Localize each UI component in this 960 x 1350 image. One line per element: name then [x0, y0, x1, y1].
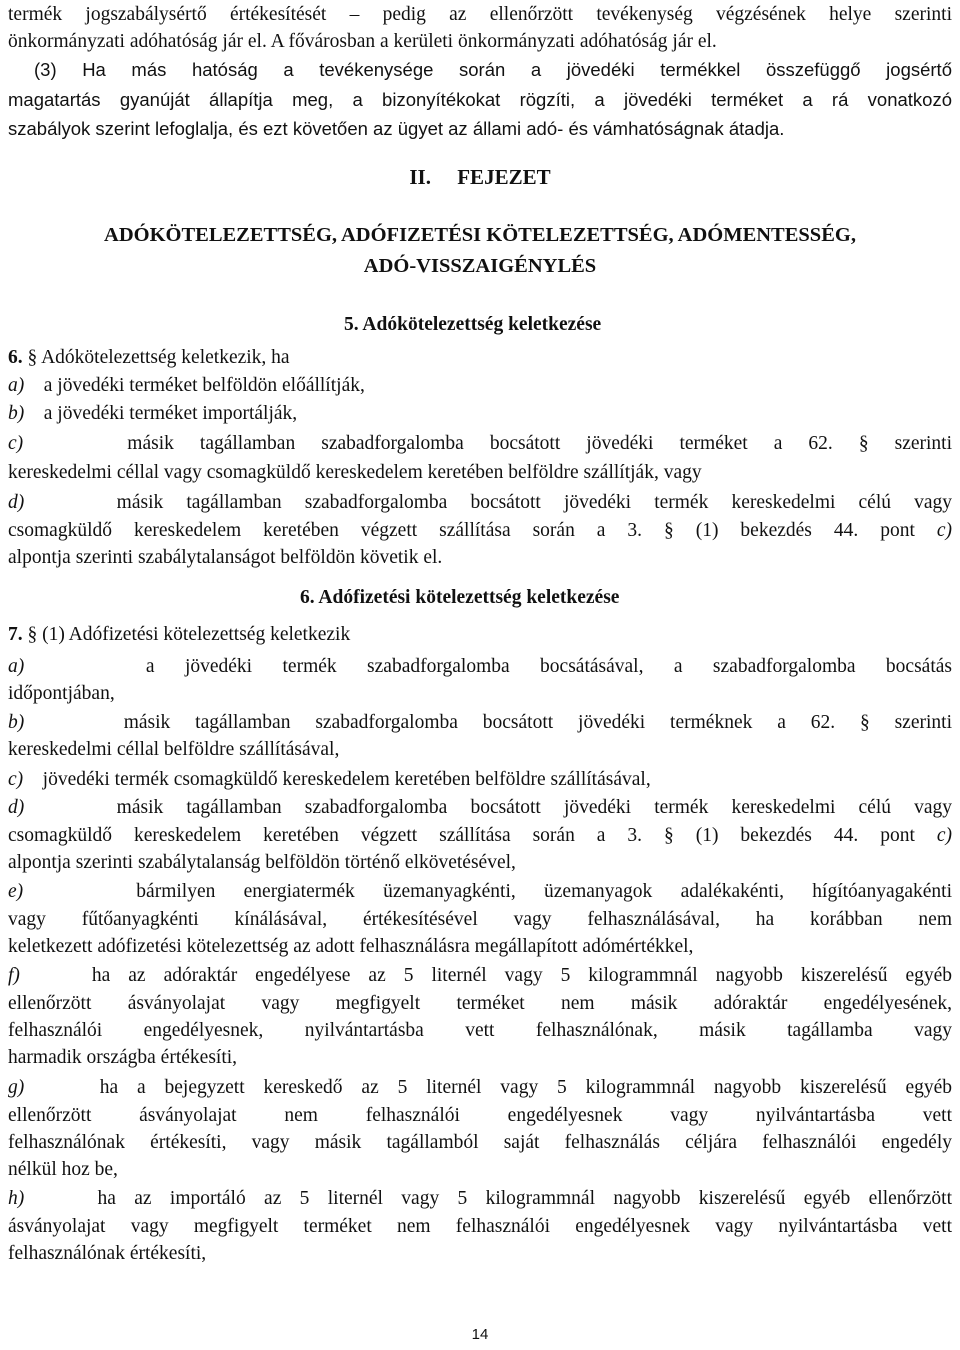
- lead-text: Adókötelezettség keletkezik, ha: [41, 347, 290, 368]
- item-text: jövedéki termék csomagküldő kereskedelem keretében belföldre szállításával,: [42, 769, 651, 790]
- item-marker: h): [8, 1188, 25, 1209]
- item-text: a jövedéki termék szabadforgalomba bocsátásával, a szabadforgalomba bocsátás: [145, 656, 952, 677]
- list-item-line: [8, 518, 952, 545]
- item-ref: c): [936, 825, 953, 846]
- page-number: 14: [471, 1326, 489, 1343]
- item-text: bármilyen energiatermék üzemanyagkénti, üzemanyagok adalékakénti, hígítóanyagakénti: [136, 881, 952, 902]
- list-item-line: felhasználónak értékesíti,: [8, 1243, 207, 1264]
- list-item-line: kereskedelmi céllal vagy csomagküldő kereskedelem keretében belföldre szállítják, vagy: [8, 462, 702, 483]
- chapter-title: ADÓ-VISSZAIGÉNYLÉS: [363, 255, 597, 277]
- list-item-line: [8, 1186, 952, 1213]
- list-item-line: ellenőrzött ásványolajat nem felhasználói engedélyesnek vagy nyilvántartásba vett: [8, 1105, 952, 1126]
- item-marker: b): [8, 712, 25, 733]
- list-item-line: [8, 431, 952, 458]
- list-item-line: [8, 879, 952, 906]
- section-heading: 5. Adókötelezettség keletkezése: [344, 314, 602, 335]
- list-item-line: [8, 1075, 952, 1102]
- lead-text: (1) Adófizetési kötelezettség keletkezik: [42, 624, 351, 645]
- item-marker: a): [8, 375, 25, 396]
- item-text: másik tagállamban szabadforgalomba bocsátott jövedéki termék kereskedelmi célú vagy: [116, 797, 952, 818]
- list-item-line: ásványolajat vagy megfigyelt terméket nem felhasználói engedélyesnek vagy nyilvántartásba vett: [8, 1216, 952, 1237]
- list-item-line: keletkezett adófizetési kötelezettség az adott felhasználásra megállapított adómértékkel,: [8, 936, 694, 957]
- item-marker: g): [8, 1077, 25, 1098]
- list-item-line: [8, 490, 952, 517]
- chapter-numeral: II.: [409, 165, 431, 189]
- list-item-line: időpontjában,: [8, 683, 115, 704]
- list-item-line: ellenőrzött ásványolajat vagy megfigyelt terméket nem másik adóraktár engedélyesének,: [8, 993, 952, 1014]
- paragraph-number: 6.: [8, 347, 23, 368]
- list-item-line: alpontja szerinti szabálytalanság belföldön történő elkövetésével,: [8, 852, 516, 873]
- item-text: csomagküldő kereskedelem keretében végzett szállítása során a 3. § (1) bekezdés 44. pont: [8, 520, 915, 541]
- item-text: másik tagállamban szabadforgalomba bocsátott jövedéki termék kereskedelmi célú vagy: [116, 492, 952, 513]
- chapter-number: [8, 164, 952, 191]
- item-text: másik tagállamban szabadforgalomba bocsátott jövedéki terméknek a 62. § szerinti: [123, 712, 952, 733]
- paragraph-3-line: (3) Ha más hatóság a tevékenysége során a jövedéki termékkel összefüggő jogsértő: [34, 59, 952, 80]
- list-item-line: alpontja szerinti szabálytalanságot belföldön követik el.: [8, 547, 443, 568]
- list-item-line: kereskedelmi céllal belföldre szállításával,: [8, 739, 340, 760]
- paragraph-number: 7.: [8, 624, 23, 645]
- item-text: ha az importáló az 5 liternél vagy 5 kilogrammnál nagyobb kiszerelésű egyéb ellenőrzött: [97, 1188, 953, 1209]
- item-text: a jövedéki terméket belföldön előállítják,: [43, 375, 365, 396]
- item-text: ha az adóraktár engedélyese az 5 liternél vagy 5 kilogrammnál nagyobb kiszerelésű egyéb: [91, 965, 953, 986]
- item-marker: b): [8, 403, 25, 424]
- list-item-line: [8, 823, 952, 850]
- list-item-line: [8, 795, 952, 822]
- item-text: csomagküldő kereskedelem keretében végzett szállítása során a 3. § (1) bekezdés 44. pont: [8, 825, 915, 846]
- section-heading: 6. Adófizetési kötelezettség keletkezése: [300, 587, 620, 608]
- list-item: [8, 373, 952, 400]
- paragraph-7-lead: [8, 622, 952, 649]
- paragraph-3-line: magatartás gyanúját állapítja meg, a bizonyítékokat rögzíti, a jövedéki terméket a rá vonatkozó: [8, 89, 952, 110]
- list-item-line: vagy fűtőanyagkénti kínálásával, értékesítésével vagy felhasználásával, ha korábban nem: [8, 909, 952, 930]
- list-item-line: felhasználói engedélyesnek, nyilvántartásba vett felhasználónak, másik tagállamba vagy: [8, 1020, 952, 1041]
- item-marker: f): [8, 965, 20, 986]
- item-marker: c): [8, 433, 24, 454]
- item-ref: c): [936, 520, 953, 541]
- list-item: [8, 401, 952, 428]
- item-text: másik tagállamban szabadforgalomba bocsátott jövedéki terméket a 62. § szerinti: [127, 433, 952, 454]
- item-text: ha a bejegyzett kereskedő az 5 liternél vagy 5 kilogrammnál nagyobb kiszerelésű egyéb: [99, 1077, 953, 1098]
- list-item-line: harmadik országba értékesíti,: [8, 1047, 238, 1068]
- list-item: [8, 767, 952, 794]
- item-marker: c): [8, 769, 24, 790]
- chapter-title: ADÓKÖTELEZETTSÉG, ADÓFIZETÉSI KÖTELEZETTSÉG, ADÓMENTESSÉG,: [104, 224, 856, 246]
- item-marker: a): [8, 656, 25, 677]
- item-text: a jövedéki terméket importálják,: [43, 403, 298, 424]
- item-marker: e): [8, 881, 24, 902]
- paragraph-3-line: szabályok szerint lefoglalja, és ezt követően az ügyet az állami adó- és vámhatóságnak átadja.: [8, 118, 785, 139]
- item-marker: d): [8, 492, 25, 513]
- item-marker: d): [8, 797, 25, 818]
- list-item-line: [8, 710, 952, 737]
- paragraph-6-lead: [8, 345, 952, 372]
- list-item-line: [8, 654, 952, 681]
- text-line: termék jogszabálysértő értékesítését – pedig az ellenőrzött tevékenység végzésének helye szerinti: [8, 4, 952, 25]
- section-symbol: §: [27, 347, 38, 368]
- chapter-label: FEJEZET: [457, 165, 551, 189]
- list-item-line: nélkül hoz be,: [8, 1159, 118, 1180]
- section-symbol: §: [27, 624, 38, 645]
- list-item-line: felhasználónak értékesíti, vagy másik tagállamból saját felhasználás céljára felhasználói engedély: [8, 1132, 952, 1153]
- list-item-line: [8, 963, 952, 990]
- text-line: önkormányzati adóhatóság jár el. A fővárosban a kerületi önkormányzati adóhatóság jár el.: [8, 31, 717, 52]
